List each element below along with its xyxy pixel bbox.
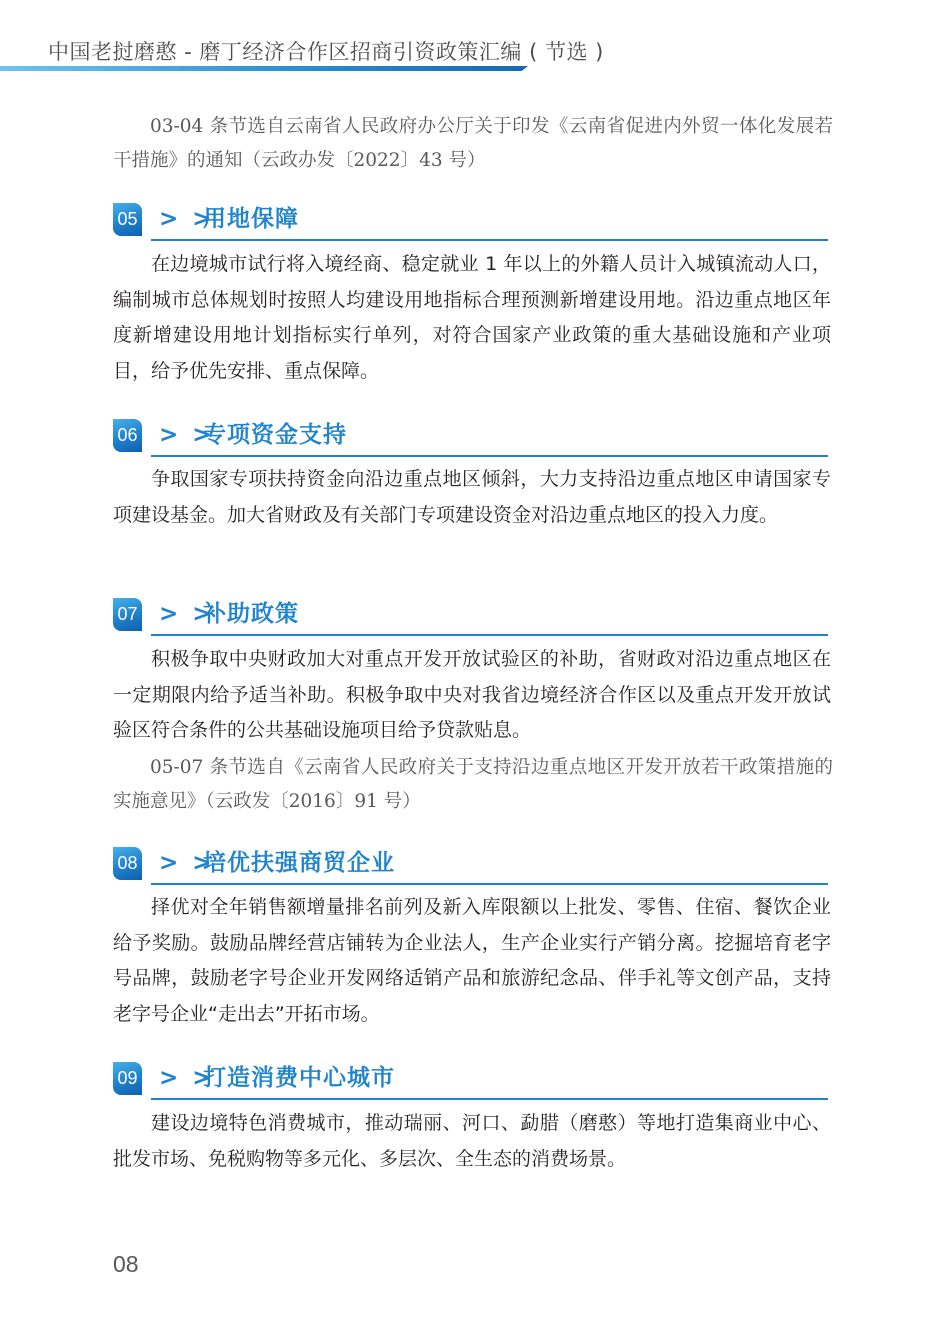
double-arrow-icon: > > — [159, 850, 215, 876]
section-underline — [151, 1098, 828, 1100]
section-body-07: 积极争取中央财政加大对重点开发开放试验区的补助，省财政对沿边重点地区在一定期限内给予适当补助。积极争取中央对我省边境经济合作区以及重点开发开放试验区符合条件的公共基础设施项目给予贷款贴息。 — [113, 648, 831, 741]
section-number-badge: 07 — [113, 598, 142, 631]
source-note: 05-07 条节选自《云南省人民政府关于支持沿边重点地区开发开放若干政策措施的实施意见》（云政发〔2016〕91 号） — [113, 757, 833, 812]
section-heading-05 — [113, 203, 828, 243]
section-body-09: 建设边境特色消费城市，推动瑞丽、河口、勐腊（磨憨）等地打造集商业中心、批发市场、免税购物等多元化、多层次、全生态的消费场景。 — [113, 1112, 831, 1170]
double-arrow-icon: > > — [159, 206, 215, 232]
section-heading-07 — [113, 598, 828, 638]
double-arrow-icon: > > — [159, 601, 215, 627]
section-number-badge: 06 — [113, 419, 142, 452]
header-title: 中国老挝磨憨 - 磨丁经济合作区招商引资政策汇编 ( 节选 ) — [48, 40, 604, 64]
section-body-08: 择优对全年销售额增量排名前列及新入库限额以上批发、零售、住宿、餐饮企业给予奖励。鼓励品牌经营店铺转为企业法人，生产企业实行产销分离。挖掘培育老字号品牌，鼓励老字号企业开发网络适销产品和旅游纪念品、伴手礼等文创产品，支持老字号企业“走出去”开拓市场。 — [113, 896, 831, 1025]
section-title: 专项资金支持 — [203, 422, 347, 448]
section-number-badge: 08 — [113, 847, 142, 880]
double-arrow-icon: > > — [159, 422, 215, 448]
section-heading-08 — [113, 847, 828, 887]
section-underline — [151, 634, 828, 636]
section-body-05: 在边境城市试行将入境经商、稳定就业 1 年以上的外籍人员计入城镇流动人口，编制城市总体规划时按照人均建设用地指标合理预测新增建设用地。沿边重点地区年度新增建设用地计划指标实行单列，对符合国家产业政策的重大基础设施和产业项目，给予优先安排、重点保障。 — [113, 253, 831, 382]
section-title: 用地保障 — [203, 206, 299, 232]
section-underline — [151, 883, 828, 885]
source-note: 03-04 条节选自云南省人民政府办公厅关于印发《云南省促进内外贸一体化发展若干措施》的通知（云政办发〔2022〕43 号） — [113, 116, 833, 171]
section-number-badge: 09 — [113, 1062, 142, 1095]
section-body-06: 争取国家专项扶持资金向沿边重点地区倾斜，大力支持沿边重点地区申请国家专项建设基金。加大省财政及有关部门专项建设资金对沿边重点地区的投入力度。 — [113, 468, 831, 526]
section-title: 培优扶强商贸企业 — [203, 850, 395, 876]
section-underline — [151, 455, 828, 457]
section-heading-09 — [113, 1062, 828, 1102]
section-number-badge: 05 — [113, 203, 142, 236]
header-gradient-line — [0, 66, 528, 71]
section-title: 补助政策 — [203, 601, 299, 627]
section-underline — [151, 239, 828, 241]
section-heading-06 — [113, 419, 828, 459]
section-title: 打造消费中心城市 — [203, 1065, 395, 1091]
double-arrow-icon: > > — [159, 1065, 215, 1091]
page-number: 08 — [113, 1251, 139, 1277]
